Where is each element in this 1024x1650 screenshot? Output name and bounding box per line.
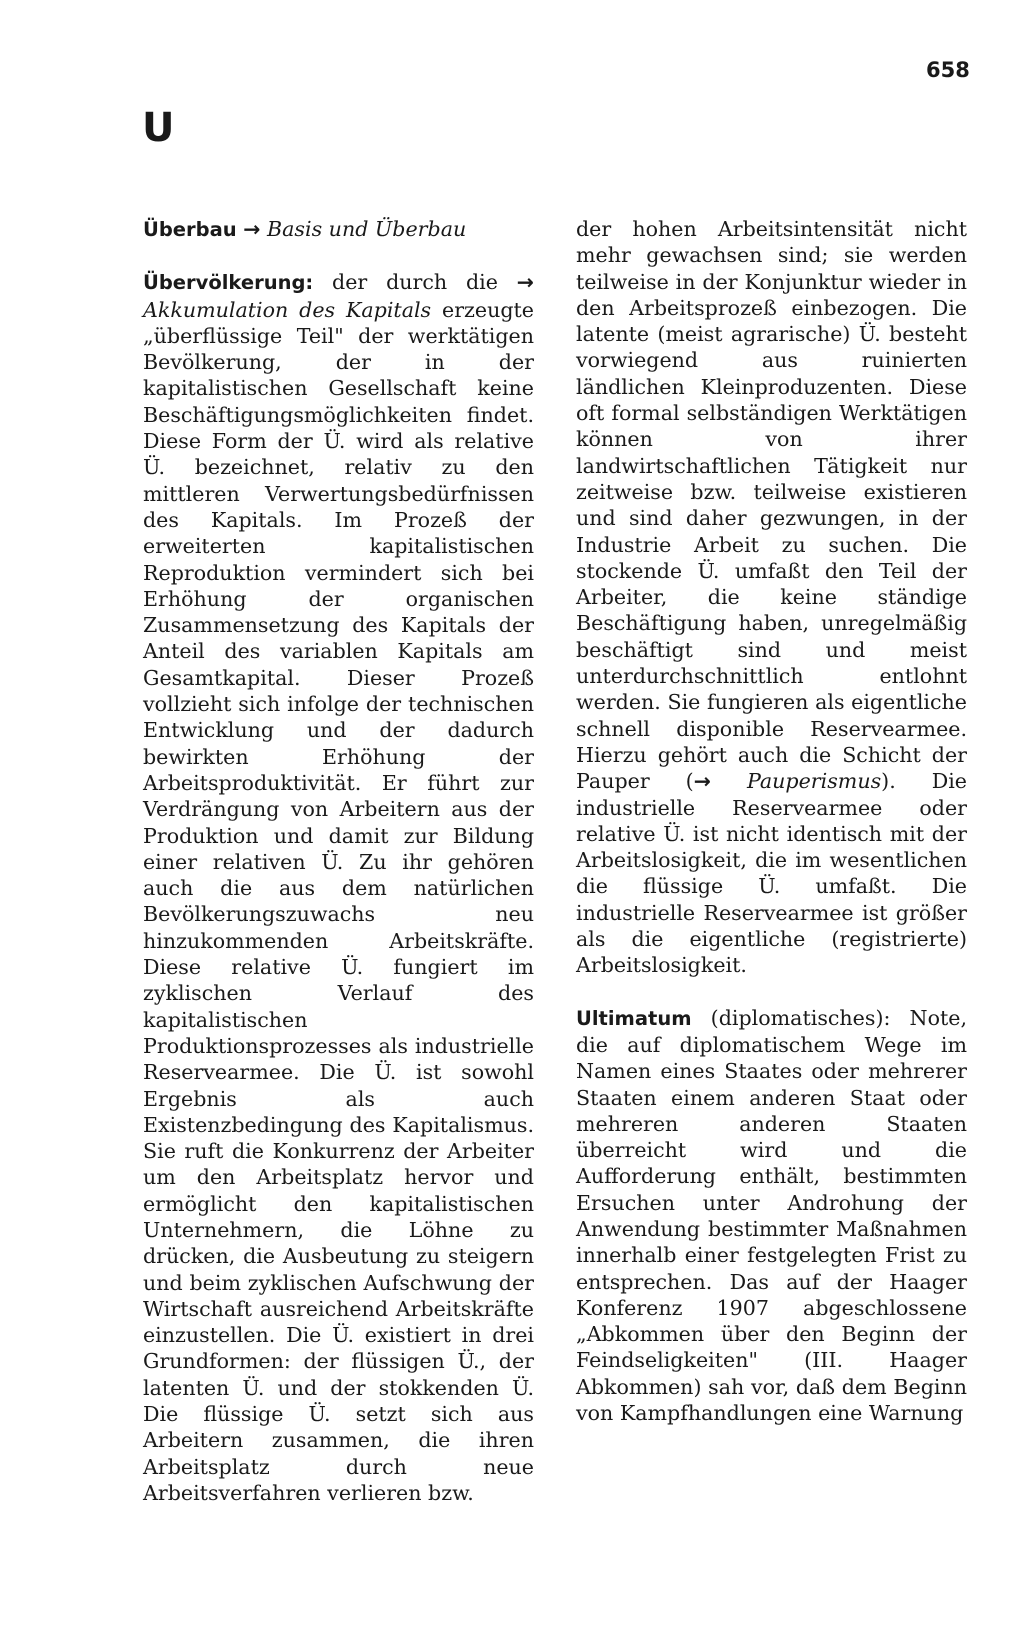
entry-text: erzeugte „überflüssige Teil" der werktätigen Bevölkerung, der in der kapitalistischen Gesellschaft keine Beschäftigungsmöglichkeiten findet. Diese Form der Ü. wird als relative Ü. bezeichnet, relativ zu den mittleren Verwertungsbedürfnissen des Kapitals. Im Prozeß der erweiterten kapitalistischen Reproduktion vermindert sich bei Erhöhung der organischen Zusammensetzung des Kapitals der Anteil des variablen Kapitals am Gesamtkapital. Dieser Prozeß vollzieht sich infolge der technischen Entwicklung und der dadurch bewirkten Erhöhung der Arbeitsproduktivität. Er führt zur Verdrängung von Arbeitern aus der Produktion und damit zur Bildung einer relativen Ü. Zu ihr gehören auch die aus dem natürlichen Bevölkerungszuwachs neu hinzukommenden Arbeitskräfte. Diese relative Ü. fungiert im zyklischen Verlauf des kapitalistischen Produktionsprozesses als industrielle Reservearmee. Die Ü. ist sowohl Ergebnis als auch Existenzbedingung des Kapitalismus. Sie ruft die Konkurrenz der Arbeiter um den Arbeitsplatz hervor und ermöglicht den kapitalistischen Unternehmern, die Löhne zu drücken, die Ausbeutung zu steigern und beim zyklischen Aufschwung der Wirtschaft ausreichend Arbeitskräfte einzustellen. Die Ü. existiert in drei Grundformen: der flüssigen Ü., der latenten Ü. und der stokkenden Ü. Die flüssige Ü. setzt sich aus Arbeitern zusammen, die ihren Arbeitsplatz durch neue Arbeitsverfahren verlieren bzw. — [143, 297, 534, 1505]
right-column — [576, 216, 967, 1452]
arrow-icon: → — [693, 769, 711, 794]
section-letter: U — [142, 105, 175, 151]
arrow-icon: → — [243, 217, 261, 241]
headword-uebervoelkerung: Übervölkerung: — [143, 271, 314, 295]
entry-text: der hohen Arbeitsintensität nicht mehr gewachsen sind; sie werden teilweise in der Konjunktur wieder in den Arbeitsprozeß einbezogen. Die latente (meist agrarische) Ü. besteht vorwiegend aus ruinierten ländlichen Kleinproduzenten. Diese oft formal selbständigen Werktätigen können von ihrer landwirtschaftlichen Tätigkeit nur zeitweise bzw. teilweise existieren und sind daher gezwungen, in der Industrie Arbeit zu suchen. Die stockende Ü. umfaßt den Teil der Arbeiter, die keine ständige Beschäftigung haben, unregelmäßig beschäftigt sind und meist unterdurchschnittlich entlohnt werden. Sie fungieren als eigentliche schnell disponible Reservearmee. Hierzu gehört auch die Schicht der Pauper ( — [576, 217, 967, 794]
page-number: 658 — [926, 58, 970, 82]
entry-text: der durch die — [313, 270, 517, 295]
entry-uebervoelkerung — [143, 269, 534, 1506]
left-column — [143, 216, 534, 1532]
entry-ultimatum — [576, 1005, 967, 1427]
cross-reference: Pauperismus — [746, 769, 882, 794]
entry-continuation — [576, 216, 967, 979]
cross-reference: Basis und Überbau — [267, 217, 467, 241]
arrow-icon: → — [516, 270, 534, 295]
headword-ultimatum: Ultimatum — [576, 1006, 692, 1030]
entry-text: ). Die industrielle Reservearmee oder relative Ü. ist nicht identisch mit der Arbeitslosigkeit, die im wesentlichen die flüssige Ü. umfaßt. Die industrielle Reservearmee ist größer als die eigentliche (registrierte) Arbeitslosigkeit. — [576, 769, 967, 978]
entry-text: (diplomatisches): Note, die auf diplomatischem Wege im Namen eines Staates oder mehrerer Staaten einem anderen Staat oder mehreren anderen Staaten überreicht wird und die Aufforderung enthält, bestimmten Ersuchen unter Androhung der Anwendung bestimmter Maßnahmen innerhalb einer festgelegten Frist zu entsprechen. Das auf der Haager Konferenz 1907 abgeschlossene „Abkommen über den Beginn der Feindseligkeiten" (III. Haager Abkommen) sah vor, daß dem Beginn von Kampfhandlungen eine Warnung — [576, 1005, 967, 1426]
entry-ueberbau — [143, 216, 534, 243]
cross-reference: Akkumulation des Kapitals — [143, 297, 432, 322]
headword-ueberbau: Überbau — [143, 218, 237, 241]
